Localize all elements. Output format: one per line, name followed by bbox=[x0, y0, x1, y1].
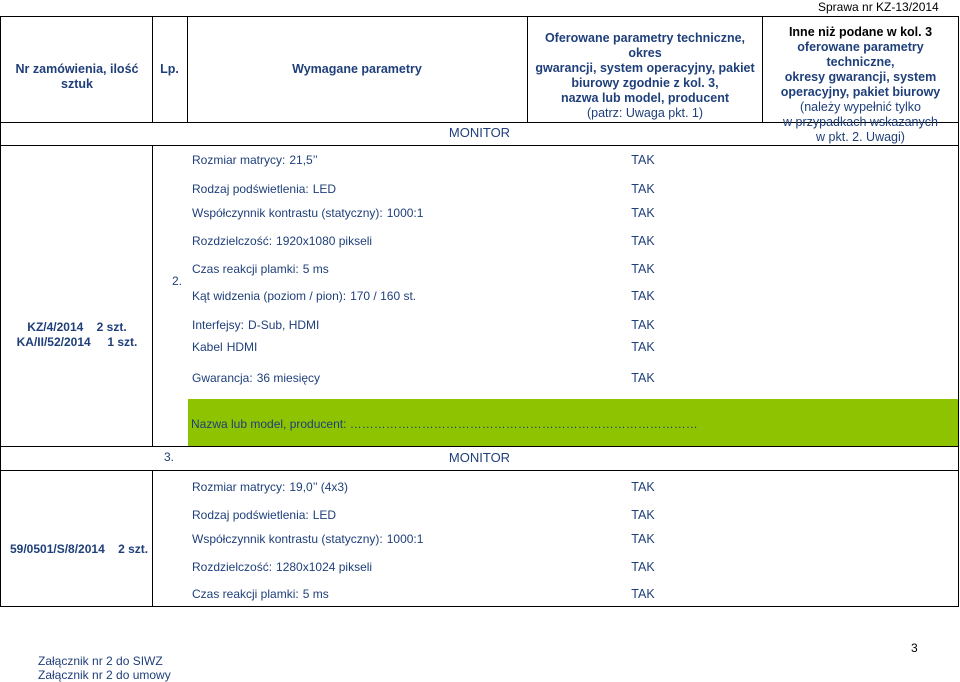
header-offered-line5: (patrz: Uwaga pkt. 1) bbox=[586, 106, 703, 120]
section3-answer-3: TAK bbox=[631, 560, 655, 574]
param-value: 5 ms bbox=[302, 262, 329, 276]
param-label: Rozmiar matrycy: bbox=[192, 153, 286, 167]
section2-row-2 bbox=[192, 206, 423, 220]
header-other-line1: Inne niż podane w kol. 3 bbox=[788, 25, 933, 39]
param-label: Rodzaj podświetlenia: bbox=[192, 508, 309, 522]
section2-order-line2: KA/II/52/2014 1 szt. bbox=[16, 335, 138, 349]
header-other-line3: okresy gwarancji, system bbox=[784, 70, 937, 84]
section2-answer-6: TAK bbox=[631, 318, 655, 332]
section2-title-border bbox=[0, 145, 959, 146]
param-label: Kabel bbox=[192, 340, 223, 354]
section3-title-border bbox=[0, 470, 959, 471]
param-value: 36 miesięcy bbox=[256, 371, 321, 385]
param-value: D-Sub, HDMI bbox=[248, 318, 320, 332]
col-divider-1-s3 bbox=[152, 470, 153, 607]
param-label: Rozdzielczość: bbox=[192, 234, 273, 248]
page-number: 3 bbox=[911, 641, 918, 655]
param-value: HDMI bbox=[226, 340, 258, 354]
section2-order-line1: KZ/4/2014 2 szt. bbox=[27, 320, 127, 334]
param-value: 1280x1024 pikseli bbox=[276, 560, 373, 574]
param-label: Rodzaj podświetlenia: bbox=[192, 182, 309, 196]
param-label: Kąt widzenia (poziom / pion): bbox=[192, 289, 347, 303]
section2-answer-8: TAK bbox=[631, 371, 655, 385]
header-other-line7: w pkt. 2. Uwagi) bbox=[816, 130, 905, 144]
section2-answer-7: TAK bbox=[631, 340, 655, 354]
param-label: Czas reakcji plamki: bbox=[192, 587, 299, 601]
section3-answer-1: TAK bbox=[631, 508, 655, 522]
footer-line2: Załącznik nr 2 do umowy bbox=[38, 668, 171, 682]
section2-row-6 bbox=[192, 318, 319, 332]
param-value: 21,5’’ bbox=[289, 153, 318, 167]
header-offered-line3: biurowy zgodnie z kol. 3, bbox=[571, 76, 719, 90]
section2-row-5 bbox=[192, 289, 416, 303]
section2-row-7 bbox=[192, 340, 257, 354]
param-label: Czas reakcji plamki: bbox=[192, 262, 299, 276]
param-label: Współczynnik kontrastu (statyczny): bbox=[192, 206, 383, 220]
section3-row-2 bbox=[192, 532, 423, 546]
section2-answer-5: TAK bbox=[631, 289, 655, 303]
producer-band bbox=[188, 399, 958, 446]
section3-row-1 bbox=[192, 508, 336, 522]
table-right-border bbox=[958, 16, 959, 607]
table-bottom-border bbox=[0, 606, 959, 607]
header-other-line2: oferowane parametry techniczne, bbox=[797, 40, 924, 69]
param-value: 1000:1 bbox=[386, 206, 424, 220]
section2-row-8 bbox=[192, 371, 320, 385]
header-col-lp: Lp. bbox=[160, 62, 179, 76]
header-col-order: Nr zamówienia, ilość sztuk bbox=[15, 62, 139, 91]
header-offered-line2: gwarancji, system operacyjny, pakiet bbox=[535, 61, 755, 75]
section3-answer-4: TAK bbox=[631, 587, 655, 601]
section2-lp: 2. bbox=[172, 274, 183, 288]
section2-answer-0: TAK bbox=[631, 153, 655, 167]
header-offered-line4: nazwa lub model, producent bbox=[560, 91, 730, 105]
param-value: 5 ms bbox=[302, 587, 329, 601]
section3-row-4 bbox=[192, 587, 329, 601]
header-offered-line1: Oferowane parametry techniczne, okres bbox=[544, 31, 746, 60]
param-label: Rozdzielczość: bbox=[192, 560, 273, 574]
header-other-line4: operacyjny, pakiet biurowy bbox=[780, 85, 941, 99]
header-other-line5: (należy wypełnić tylko bbox=[800, 100, 921, 114]
section2-row-1 bbox=[192, 182, 336, 196]
section3-row-0 bbox=[192, 480, 348, 494]
section2-bottom-border bbox=[0, 446, 959, 447]
footer-attachments bbox=[38, 654, 171, 682]
section2-answer-2: TAK bbox=[631, 206, 655, 220]
footer-line1: Załącznik nr 2 do SIWZ bbox=[38, 654, 163, 668]
param-value: LED bbox=[312, 182, 337, 196]
header-col-offered bbox=[528, 31, 762, 121]
section2-title: MONITOR bbox=[448, 125, 511, 140]
section2-row-4 bbox=[192, 262, 329, 276]
param-value: 170 / 160 st. bbox=[350, 289, 417, 303]
section2-row-3 bbox=[192, 234, 372, 248]
header-other-line6: w przypadkach wskazanych bbox=[783, 115, 938, 129]
param-value: 19,0’’ (4x3) bbox=[289, 480, 349, 494]
col-divider-1-s2 bbox=[152, 145, 153, 447]
header-col-required: Wymagane parametry bbox=[292, 62, 422, 76]
section3-lp: 3. bbox=[164, 450, 175, 464]
report-reference: Sprawa nr KZ-13/2014 bbox=[818, 0, 939, 14]
param-label: Rozmiar matrycy: bbox=[192, 480, 286, 494]
param-label: Interfejsy: bbox=[192, 318, 245, 332]
table-left-border bbox=[0, 16, 1, 607]
section2-answer-1: TAK bbox=[631, 182, 655, 196]
section2-answer-3: TAK bbox=[631, 234, 655, 248]
producer-line: Nazwa lub model, producent: …………………………………………………………………………… bbox=[191, 417, 698, 431]
param-label: Współczynnik kontrastu (statyczny): bbox=[192, 532, 383, 546]
section3-row-3 bbox=[192, 560, 372, 574]
section3-order-info: 59/0501/S/8/2014 2 szt. bbox=[10, 542, 149, 556]
section2-answer-4: TAK bbox=[631, 262, 655, 276]
section3-title: MONITOR bbox=[448, 450, 511, 465]
param-value: LED bbox=[312, 508, 337, 522]
table-top-border bbox=[0, 16, 959, 17]
section2-row-0 bbox=[192, 153, 318, 167]
param-value: 1000:1 bbox=[386, 532, 424, 546]
param-label: Gwarancja: bbox=[192, 371, 253, 385]
param-value: 1920x1080 pikseli bbox=[276, 234, 373, 248]
section3-answer-2: TAK bbox=[631, 532, 655, 546]
section3-answer-0: TAK bbox=[631, 480, 655, 494]
section2-order-info bbox=[2, 320, 152, 350]
